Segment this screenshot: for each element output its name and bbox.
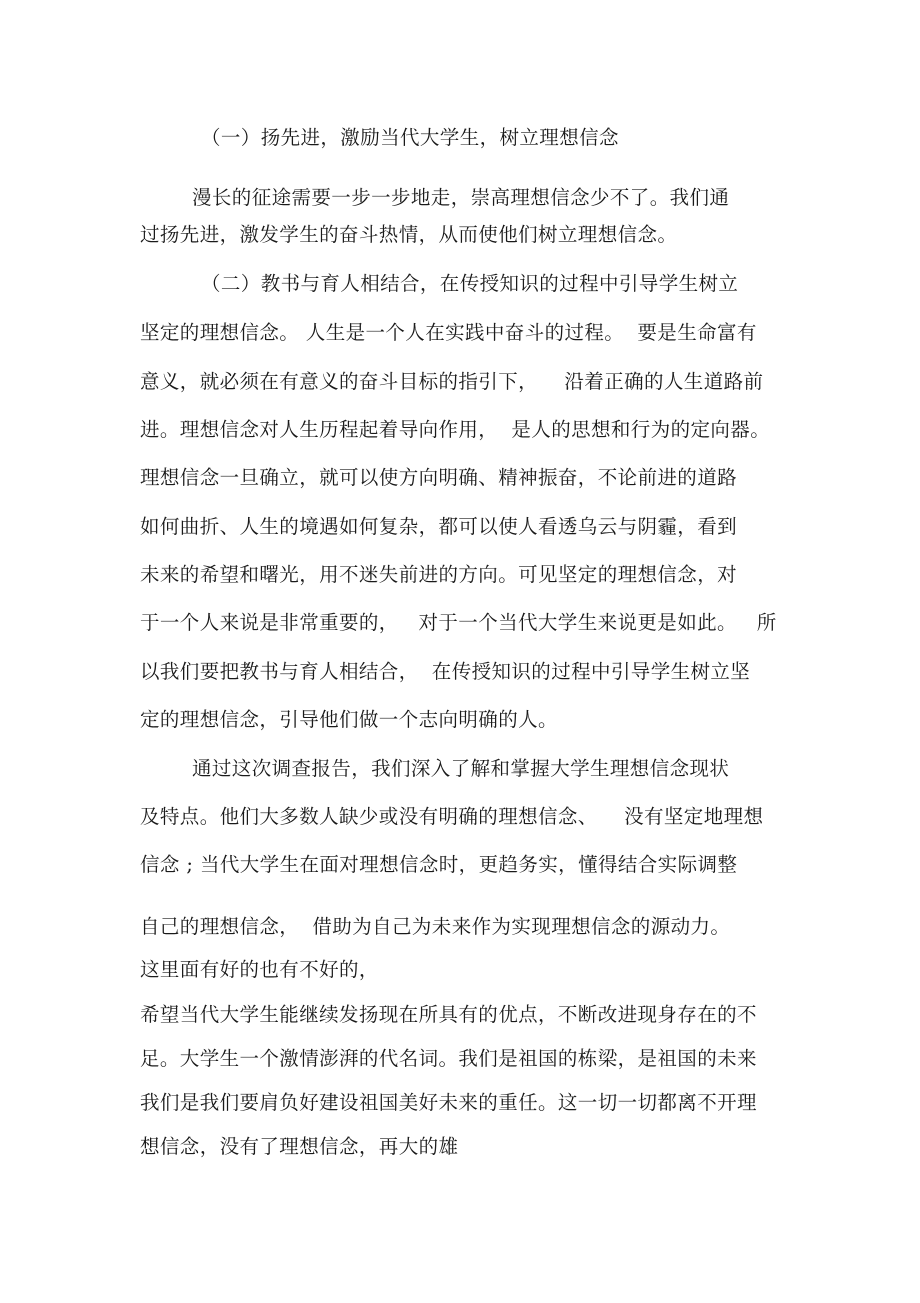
conclusion-line-1: 通过这次调查报告，我们深入了解和掌握大学生理想信念现状 (192, 757, 730, 780)
section-2-line-2: 意义，就必须在有意义的奋斗目标的指引下， 沿着正确的人生道路前 (140, 370, 764, 393)
section-2-line-5: 如何曲折、人生的境遇如何复杂，都可以使人看透乌云与阴霾，看到 (140, 515, 738, 538)
conclusion-line-2: 及特点。他们大多数人缺少或没有明确的理想信念、 没有坚定地理想 (140, 805, 764, 828)
conclusion-line-3: 信念 ; 当代大学生在面对理想信念时，更趋务实，懂得结合实际调整 (140, 853, 738, 876)
conclusion-line-5: 这里面有好的也有不好的， (140, 958, 379, 981)
section-2-line-3: 进。理想信念对人生历程起着导向作用， 是人的思想和行为的定向器。 (140, 418, 771, 441)
conclusion-line-8: 我们是我们要肩负好建设祖国美好未来的重任。这一切一切都离不开理 (140, 1091, 757, 1114)
section-1-line-2: 过扬先进，激发学生的奋斗热情，从而使他们树立理想信念。 (140, 223, 678, 246)
conclusion-line-7: 足。大学生一个激情澎湃的代名词。我们是祖国的栋梁，是祖国的未来 (140, 1047, 757, 1070)
section-2-line-6: 未来的希望和曙光，用不迷失前进的方向。可见坚定的理想信念，对 (140, 563, 738, 586)
section-2-line-1: 坚定的理想信念。 人生是一个人在实践中奋斗的过程。 要是生命富有 (140, 321, 757, 344)
section-2-line-7: 于一个人来说是非常重要的， 对于一个当代大学生来说更是如此。 所 (140, 611, 777, 634)
section-2-heading: （二）教书与育人相结合，在传授知识的过程中引导学生树立 (201, 272, 739, 295)
section-1-heading: （一）扬先进，激励当代大学生，树立理想信念 (201, 126, 619, 149)
section-2-line-8: 以我们要把教书与育人相结合， 在传授知识的过程中引导学生树立坚 (140, 660, 751, 683)
conclusion-line-4: 自己的理想信念， 借助为自己为未来作为实现理想信念的源动力。 (140, 915, 731, 938)
conclusion-line-6: 希望当代大学生能继续发扬现在所具有的优点，不断改进现身存在的不 (140, 1003, 757, 1026)
section-2-line-4: 理想信念一旦确立，就可以使方向明确、精神振奋，不论前进的道路 (140, 466, 738, 489)
conclusion-line-9: 想信念，没有了理想信念，再大的雄 (140, 1135, 459, 1158)
section-1-line-1: 漫长的征途需要一步一步地走，崇高理想信念少不了。我们通 (192, 186, 730, 209)
section-2-line-9: 定的理想信念，引导他们做一个志向明确的人。 (140, 708, 558, 731)
